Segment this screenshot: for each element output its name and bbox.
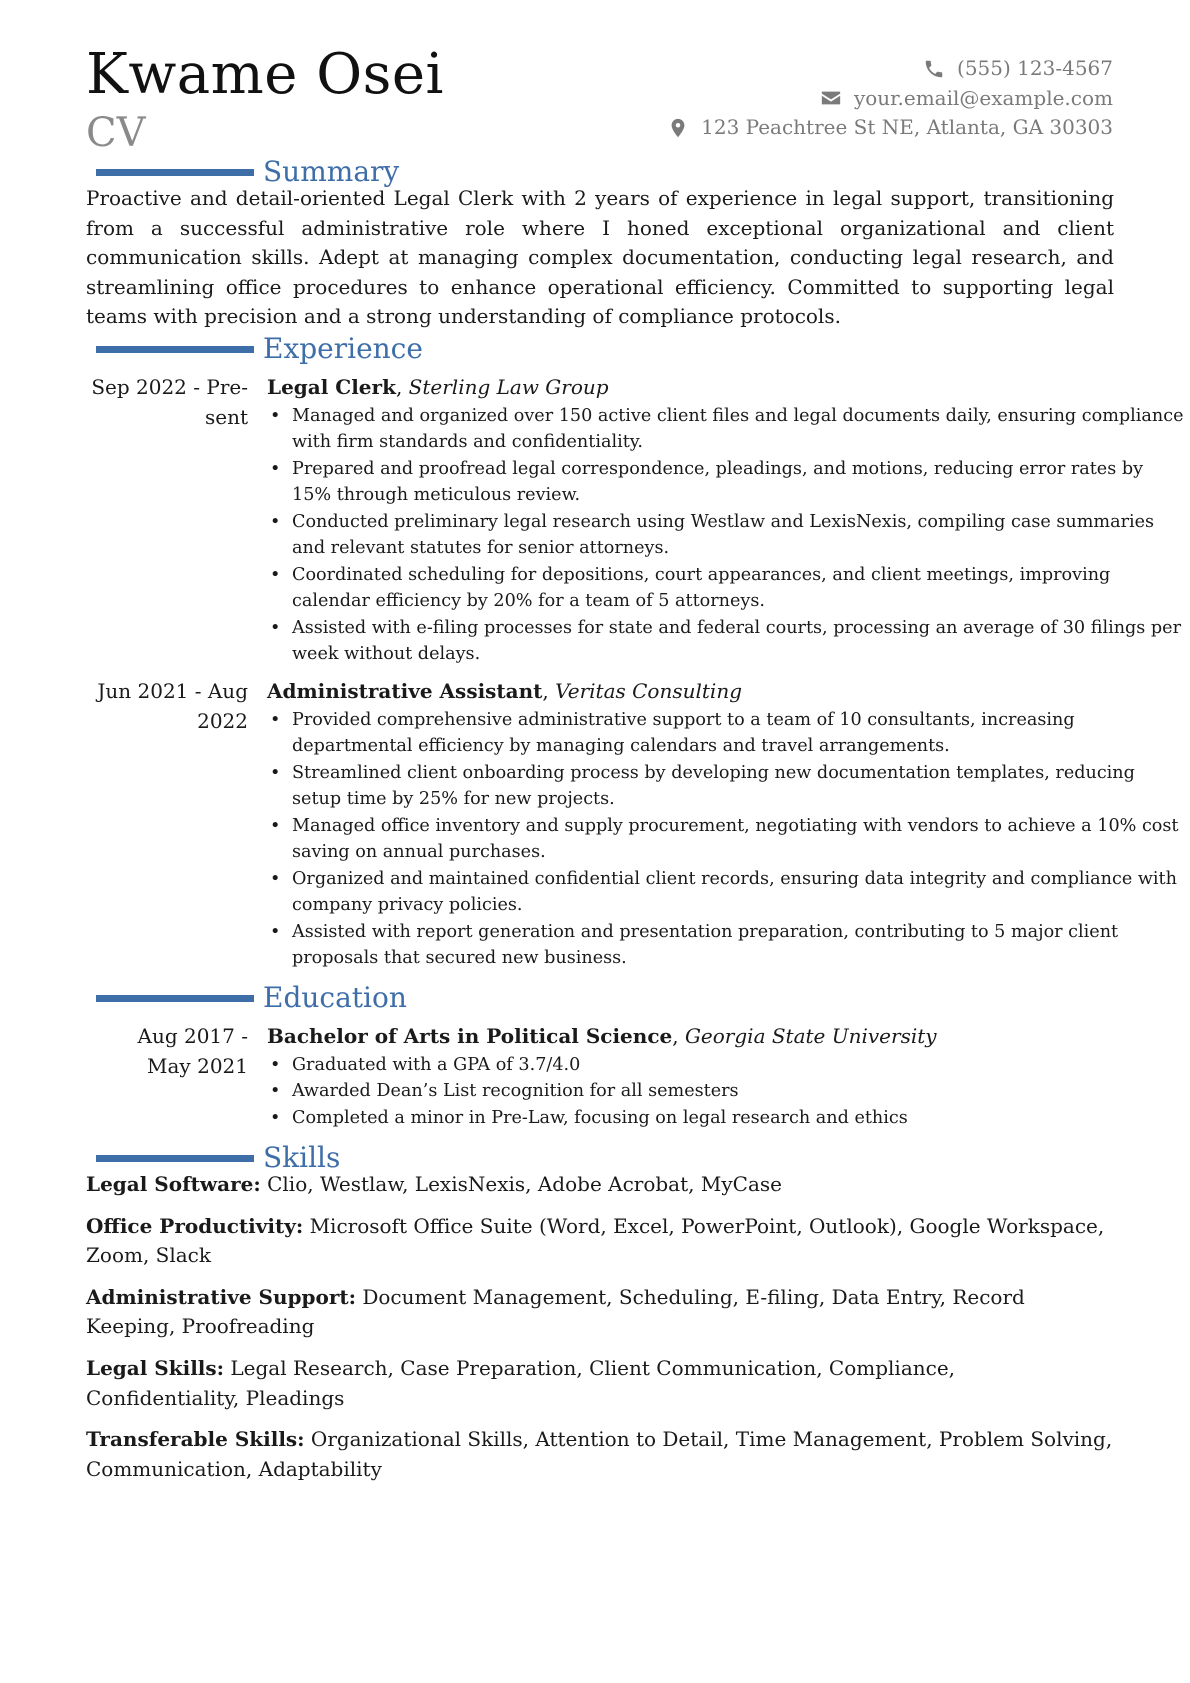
section-title: Skills — [263, 1141, 341, 1174]
skill-value: Microsoft Office Suite (Word, Excel, PowerPoint, Outlook), Google Workspace, Zoom, Slack — [86, 1213, 1105, 1268]
section-rule — [96, 169, 254, 176]
contact-address — [667, 113, 1113, 143]
skill-label: Legal Software: — [86, 1172, 261, 1196]
skills-list — [86, 1170, 1114, 1496]
skill-value: Organizational Skills, Attention to Detail, Time Management, Problem Solving, Communication, Adaptability — [86, 1427, 1113, 1481]
list-item: • Coordinated scheduling for depositions, court appearances, and client meetings, improving calendar efficiency by 20% for a team of 5 attorneys. — [267, 562, 1187, 615]
contact-block — [667, 54, 1113, 143]
entry-title: Bachelor of Arts in Political Science — [267, 1024, 673, 1048]
entry-role: Administrative Assistant, Veritas Consulting — [267, 679, 743, 703]
skill-label: Office Productivity: — [86, 1213, 304, 1238]
list-item: • Graduated with a GPA of 3.7/4.0 — [267, 1052, 1187, 1079]
entry-date-line: Jun 2021 - Aug — [97, 679, 248, 703]
section-rule — [96, 1155, 254, 1162]
list-item: • Awarded Dean’s List recognition for all semesters — [267, 1078, 1187, 1105]
list-item: • Managed office inventory and supply procurement, negotiating with vendors to achieve a 10% cost saving on annual purchases. — [267, 813, 1187, 866]
summary-text: Proactive and detail-oriented Legal Clerk with 2 years of experience in legal support, transitioning from a successful administrative role where I honed exceptional organizational and client communication skills. Adept at managing complex documentation, conducting legal research, and streamlining office procedures to enhance operational efficiency. Committed to supporting legal teams with precision and a strong understanding of compliance protocols. — [86, 186, 1114, 329]
entry-date — [86, 677, 248, 736]
skill-row-administrative-support — [86, 1283, 1114, 1342]
list-item: • Assisted with report generation and presentation preparation, contributing to 5 major client proposals that secured new business. — [267, 919, 1187, 972]
list-item: • Completed a minor in Pre-Law, focusing on legal research and ethics — [267, 1105, 1187, 1132]
list-item: • Streamlined client onboarding process by developing new documentation templates, reducing setup time by 25% for new projects. — [267, 760, 1187, 813]
skill-label: Administrative Support: — [86, 1284, 356, 1309]
skill-value: Legal Research, Case Preparation, Client Communication, Compliance, Confidentiality, Pleadings — [86, 1355, 956, 1410]
entry-bullets — [267, 403, 1187, 668]
skill-row-office-productivity — [86, 1212, 1114, 1271]
skill-value: Document Management, Scheduling, E-filing, Data Entry, Record Keeping, Proofreading — [86, 1284, 1025, 1339]
list-item: • Conducted preliminary legal research using Westlaw and LexisNexis, compiling case summaries and relevant statutes for senior attorneys. — [267, 509, 1187, 562]
skill-label: Legal Skills: — [86, 1355, 225, 1380]
section-rule — [96, 995, 254, 1002]
entry-date-line: sent — [204, 404, 248, 429]
entry-bullets — [267, 1052, 1187, 1132]
section-rule — [96, 346, 254, 353]
section-title: Experience — [263, 332, 423, 365]
entry-body — [267, 1022, 1187, 1131]
entry-role: Bachelor of Arts in Political Science, Georgia State University — [267, 1024, 937, 1048]
section-title: Summary — [263, 155, 400, 188]
list-item: • Assisted with e-filing processes for state and federal courts, processing an average of 30 filings per week without delays. — [267, 615, 1187, 668]
entry-title: Administrative Assistant — [267, 679, 543, 703]
contact-phone — [667, 54, 1113, 84]
phone-number[interactable]: (555) 123-4567 — [957, 56, 1113, 80]
entry-organization: Sterling Law Group — [408, 375, 609, 399]
entry-date — [86, 373, 248, 432]
entry-date — [86, 1022, 248, 1081]
list-item: • Provided comprehensive administrative support to a team of 10 consultants, increasing departmental efficiency by managing calendars and travel arrangements. — [267, 707, 1187, 760]
list-item: • Prepared and proofread legal correspondence, pleadings, and motions, reducing error rates by 15% through meticulous review. — [267, 456, 1187, 509]
map-pin-icon — [667, 117, 689, 139]
section-title: Education — [263, 981, 407, 1014]
entry-organization: Georgia State University — [684, 1024, 937, 1048]
entry-body — [267, 373, 1187, 668]
skill-value: Clio, Westlaw, LexisNexis, Adobe Acrobat, MyCase — [267, 1172, 782, 1196]
document-subtitle: CV — [86, 110, 146, 156]
skill-row-legal-software — [86, 1170, 1114, 1200]
entry-role: Legal Clerk, Sterling Law Group — [267, 375, 609, 399]
list-item: • Organized and maintained confidential client records, ensuring data integrity and compliance with company privacy policies. — [267, 866, 1187, 919]
contact-email — [667, 84, 1113, 114]
skill-row-legal-skills — [86, 1354, 1114, 1413]
entry-title: Legal Clerk — [267, 375, 396, 399]
list-item: • Managed and organized over 150 active client files and legal documents daily, ensuring compliance with firm standards and confidentiality. — [267, 403, 1187, 456]
entry-date-line: Sep 2022 - Pre- — [91, 375, 248, 399]
entry-date-line: May 2021 — [147, 1053, 248, 1078]
entry-body — [267, 677, 1187, 972]
email-address[interactable]: your.email@example.com — [853, 85, 1113, 110]
experience-heading — [96, 331, 423, 367]
entry-organization: Veritas Consulting — [555, 679, 743, 703]
entry-date-line: Aug 2017 - — [137, 1024, 248, 1048]
skill-row-transferable-skills — [86, 1425, 1114, 1484]
phone-icon — [923, 58, 945, 80]
candidate-name: Kwame Osei — [86, 42, 444, 107]
envelope-icon — [820, 87, 842, 109]
entry-bullets — [267, 707, 1187, 972]
postal-address: 123 Peachtree St NE, Atlanta, GA 30303 — [701, 115, 1113, 139]
entry-date-line: 2022 — [197, 708, 248, 733]
skill-label: Transferable Skills: — [86, 1427, 305, 1452]
education-heading — [96, 980, 407, 1016]
